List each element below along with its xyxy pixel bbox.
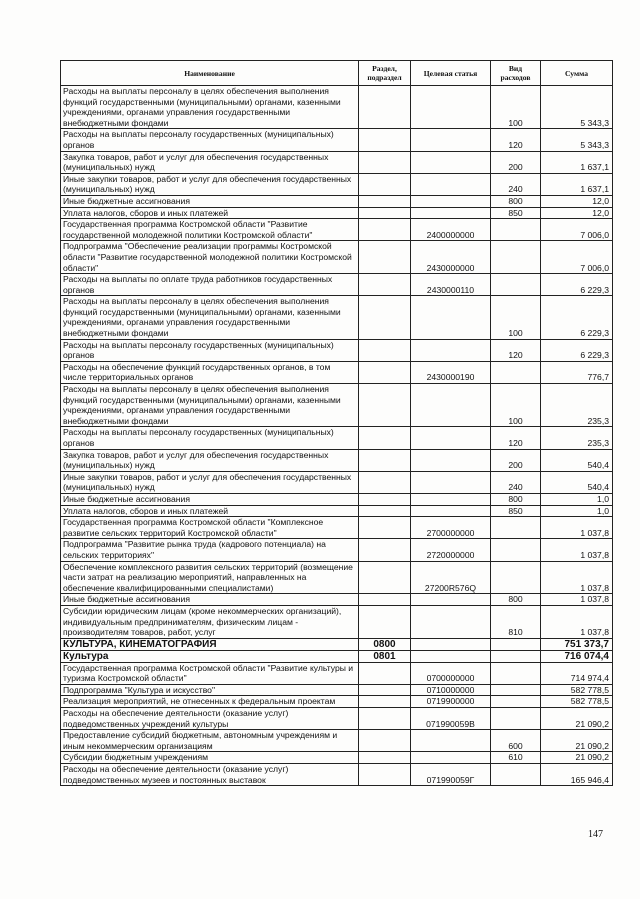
cell-expense: 100 (491, 384, 541, 427)
cell-section (359, 339, 411, 361)
cell-expense: 120 (491, 427, 541, 449)
cell-article (411, 638, 491, 650)
cell-name: Расходы на выплаты персоналу государственных (муниципальных) органов (61, 427, 359, 449)
cell-section (359, 207, 411, 219)
cell-expense: 240 (491, 471, 541, 493)
cell-name: Уплата налогов, сборов и иных платежей (61, 207, 359, 219)
cell-expense: 850 (491, 505, 541, 517)
cell-section (359, 505, 411, 517)
cell-sum: 1,0 (541, 505, 613, 517)
header-name: Наименование (61, 61, 359, 86)
cell-section (359, 594, 411, 606)
cell-name: Иные бюджетные ассигнования (61, 493, 359, 505)
cell-article (411, 730, 491, 752)
cell-article: 2430000110 (411, 274, 491, 296)
table-body (61, 86, 613, 786)
cell-expense: 800 (491, 195, 541, 207)
cell-sum: 1 637,1 (541, 151, 613, 173)
cell-section (359, 241, 411, 274)
cell-sum: 6 229,3 (541, 339, 613, 361)
cell-expense (491, 241, 541, 274)
cell-name: Расходы на обеспечение деятельности (оказание услуг) подведомственных учреждений культуры (61, 708, 359, 730)
cell-expense: 200 (491, 449, 541, 471)
table-row (61, 207, 613, 219)
cell-expense: 850 (491, 207, 541, 219)
table-row (61, 730, 613, 752)
cell-article: 071990059В (411, 708, 491, 730)
cell-expense: 120 (491, 339, 541, 361)
cell-sum: 7 006,0 (541, 219, 613, 241)
cell-sum: 21 090,2 (541, 752, 613, 764)
cell-article (411, 752, 491, 764)
cell-name: Иные бюджетные ассигнования (61, 195, 359, 207)
cell-name: Иные закупки товаров, работ и услуг для обеспечения государственных (муниципальных) нужд (61, 471, 359, 493)
cell-sum: 5 343,3 (541, 86, 613, 129)
cell-name: Подпрограмма "Развитие рынка труда (кадрового потенциала) на сельских территориях" (61, 539, 359, 561)
cell-expense: 610 (491, 752, 541, 764)
table-row (61, 505, 613, 517)
table-row (61, 384, 613, 427)
cell-expense (491, 696, 541, 708)
cell-sum: 7 006,0 (541, 241, 613, 274)
cell-sum: 1 037,8 (541, 594, 613, 606)
header-expense: Вид расходов (491, 61, 541, 86)
cell-article (411, 195, 491, 207)
cell-sum: 776,7 (541, 361, 613, 383)
cell-name: Иные бюджетные ассигнования (61, 594, 359, 606)
cell-name: Расходы на выплаты персоналу в целях обеспечения выполнения функций государственными (муниципальными) органами, казенными учреждениями, органами управления государственными внебюджетными фондами (61, 384, 359, 427)
cell-article (411, 173, 491, 195)
cell-article (411, 505, 491, 517)
cell-sum: 1 037,8 (541, 539, 613, 561)
table-header-row (61, 61, 613, 86)
cell-section (359, 449, 411, 471)
cell-section: 0801 (359, 650, 411, 662)
table-row (61, 86, 613, 129)
cell-name: КУЛЬТУРА, КИНЕМАТОГРАФИЯ (61, 638, 359, 650)
cell-sum: 1 037,8 (541, 517, 613, 539)
cell-article (411, 493, 491, 505)
table-row (61, 764, 613, 786)
table-row (61, 708, 613, 730)
cell-article: 2400000000 (411, 219, 491, 241)
cell-name: Закупка товаров, работ и услуг для обеспечения государственных (муниципальных) нужд (61, 449, 359, 471)
cell-article: 2700000000 (411, 517, 491, 539)
table-row (61, 449, 613, 471)
cell-sum: 1 037,8 (541, 561, 613, 594)
cell-name: Субсидии юридическим лицам (кроме некоммерческих организаций), индивидуальным предпринимателям, физическим лицам - производителям товаров, работ, услуг (61, 605, 359, 638)
cell-sum: 1 637,1 (541, 173, 613, 195)
cell-article: 071990059Г (411, 764, 491, 786)
cell-name: Расходы на выплаты персоналу государственных (муниципальных) органов (61, 129, 359, 151)
cell-sum: 540,4 (541, 449, 613, 471)
cell-name: Расходы на выплаты по оплате труда работников государственных органов (61, 274, 359, 296)
cell-section (359, 493, 411, 505)
cell-name: Расходы на обеспечение функций государственных органов, в том числе территориальных органов (61, 361, 359, 383)
cell-name: Субсидии бюджетным учреждениям (61, 752, 359, 764)
cell-sum: 12,0 (541, 195, 613, 207)
cell-section (359, 561, 411, 594)
cell-section (359, 684, 411, 696)
cell-section (359, 384, 411, 427)
cell-name: Подпрограмма "Культура и искусство" (61, 684, 359, 696)
cell-article: 0700000000 (411, 662, 491, 684)
cell-sum: 1,0 (541, 493, 613, 505)
table-row (61, 219, 613, 241)
cell-expense: 810 (491, 605, 541, 638)
table-row (61, 539, 613, 561)
table-row (61, 605, 613, 638)
cell-expense (491, 684, 541, 696)
cell-section: 0800 (359, 638, 411, 650)
cell-name: Расходы на обеспечение деятельности (оказание услуг) подведомственных музеев и постоянных выставок (61, 764, 359, 786)
cell-expense (491, 561, 541, 594)
cell-article (411, 296, 491, 339)
cell-article: 27200R576Q (411, 561, 491, 594)
cell-sum: 582 778,5 (541, 684, 613, 696)
cell-sum: 714 974,4 (541, 662, 613, 684)
cell-section (359, 173, 411, 195)
cell-expense (491, 361, 541, 383)
cell-section (359, 539, 411, 561)
table-row (61, 684, 613, 696)
cell-section (359, 730, 411, 752)
cell-expense: 600 (491, 730, 541, 752)
header-sum: Сумма (541, 61, 613, 86)
cell-name: Подпрограмма "Обеспечение реализации программы Костромской области "Развитие государственной молодежной политики Костромской области" (61, 241, 359, 274)
cell-article (411, 384, 491, 427)
cell-article (411, 339, 491, 361)
cell-expense (491, 517, 541, 539)
cell-expense: 200 (491, 151, 541, 173)
table-row (61, 594, 613, 606)
cell-expense (491, 274, 541, 296)
cell-section (359, 662, 411, 684)
table-row (61, 696, 613, 708)
table-row (61, 173, 613, 195)
cell-expense (491, 638, 541, 650)
header-section: Раздел, подраздел (359, 61, 411, 86)
cell-article (411, 207, 491, 219)
cell-name: Закупка товаров, работ и услуг для обеспечения государственных (муниципальных) нужд (61, 151, 359, 173)
table-row (61, 195, 613, 207)
cell-expense (491, 539, 541, 561)
cell-sum: 540,4 (541, 471, 613, 493)
cell-expense: 100 (491, 296, 541, 339)
cell-sum: 6 229,3 (541, 274, 613, 296)
page-number: 147 (588, 829, 603, 840)
cell-sum: 12,0 (541, 207, 613, 219)
cell-section (359, 296, 411, 339)
cell-expense (491, 650, 541, 662)
cell-name: Государственная программа Костромской области "Комплексное развитие сельских территорий Костромской области" (61, 517, 359, 539)
table-row (61, 493, 613, 505)
cell-section (359, 764, 411, 786)
cell-article (411, 605, 491, 638)
header-article: Целевая статья (411, 61, 491, 86)
table-row (61, 638, 613, 650)
cell-article: 0719900000 (411, 696, 491, 708)
cell-sum: 716 074,4 (541, 650, 613, 662)
cell-article (411, 594, 491, 606)
cell-section (359, 696, 411, 708)
cell-name: Предоставление субсидий бюджетным, автономным учреждениям и иным некоммерческим организациям (61, 730, 359, 752)
table-row (61, 151, 613, 173)
cell-sum: 165 946,4 (541, 764, 613, 786)
cell-section (359, 752, 411, 764)
cell-article: 2430000000 (411, 241, 491, 274)
cell-expense (491, 708, 541, 730)
cell-sum: 21 090,2 (541, 730, 613, 752)
cell-section (359, 708, 411, 730)
cell-name: Расходы на выплаты персоналу в целях обеспечения выполнения функций государственными (муниципальными) органами, казенными учреждениями, органами управления государственными внебюджетными фондами (61, 86, 359, 129)
cell-expense (491, 662, 541, 684)
cell-name: Расходы на выплаты персоналу государственных (муниципальных) органов (61, 339, 359, 361)
budget-table (60, 60, 613, 786)
cell-section (359, 605, 411, 638)
cell-expense (491, 219, 541, 241)
cell-name: Государственная программа Костромской области "Развитие культуры и туризма Костромской области" (61, 662, 359, 684)
table-row (61, 129, 613, 151)
cell-section (359, 274, 411, 296)
cell-section (359, 129, 411, 151)
cell-expense: 120 (491, 129, 541, 151)
cell-section (359, 195, 411, 207)
cell-name: Культура (61, 650, 359, 662)
cell-expense: 100 (491, 86, 541, 129)
table-row (61, 296, 613, 339)
cell-section (359, 151, 411, 173)
cell-sum: 235,3 (541, 427, 613, 449)
cell-article (411, 427, 491, 449)
table-row (61, 274, 613, 296)
cell-section (359, 427, 411, 449)
cell-expense: 800 (491, 493, 541, 505)
table-row (61, 662, 613, 684)
cell-section (359, 471, 411, 493)
cell-name: Государственная программа Костромской области "Развитие государственной молодежной политики Костромской области" (61, 219, 359, 241)
cell-sum: 6 229,3 (541, 296, 613, 339)
cell-section (359, 86, 411, 129)
cell-article (411, 449, 491, 471)
table-row (61, 471, 613, 493)
table-row (61, 517, 613, 539)
cell-article: 2430000190 (411, 361, 491, 383)
cell-expense: 240 (491, 173, 541, 195)
table-row (61, 427, 613, 449)
cell-article (411, 129, 491, 151)
table-row (61, 241, 613, 274)
table-row (61, 650, 613, 662)
cell-expense: 800 (491, 594, 541, 606)
cell-name: Реализация мероприятий, не отнесенных к федеральным проектам (61, 696, 359, 708)
cell-expense (491, 764, 541, 786)
cell-section (359, 219, 411, 241)
cell-sum: 751 373,7 (541, 638, 613, 650)
cell-sum: 5 343,3 (541, 129, 613, 151)
cell-name: Иные закупки товаров, работ и услуг для обеспечения государственных (муниципальных) нужд (61, 173, 359, 195)
cell-article (411, 471, 491, 493)
cell-article: 0710000000 (411, 684, 491, 696)
cell-sum: 21 090,2 (541, 708, 613, 730)
cell-name: Уплата налогов, сборов и иных платежей (61, 505, 359, 517)
cell-article: 2720000000 (411, 539, 491, 561)
table-row (61, 752, 613, 764)
cell-section (359, 517, 411, 539)
table-row (61, 361, 613, 383)
cell-article (411, 650, 491, 662)
table-row (61, 561, 613, 594)
cell-sum: 582 778,5 (541, 696, 613, 708)
cell-name: Обеспечение комплексного развития сельских территорий (возмещение части затрат на реализацию мероприятий, направленных на обеспечение квалифицированными специалистами) (61, 561, 359, 594)
cell-section (359, 361, 411, 383)
table-row (61, 339, 613, 361)
cell-article (411, 86, 491, 129)
cell-sum: 235,3 (541, 384, 613, 427)
cell-article (411, 151, 491, 173)
cell-sum: 1 037,8 (541, 605, 613, 638)
cell-name: Расходы на выплаты персоналу в целях обеспечения выполнения функций государственными (муниципальными) органами, казенными учреждениями, органами управления государственными внебюджетными фондами (61, 296, 359, 339)
